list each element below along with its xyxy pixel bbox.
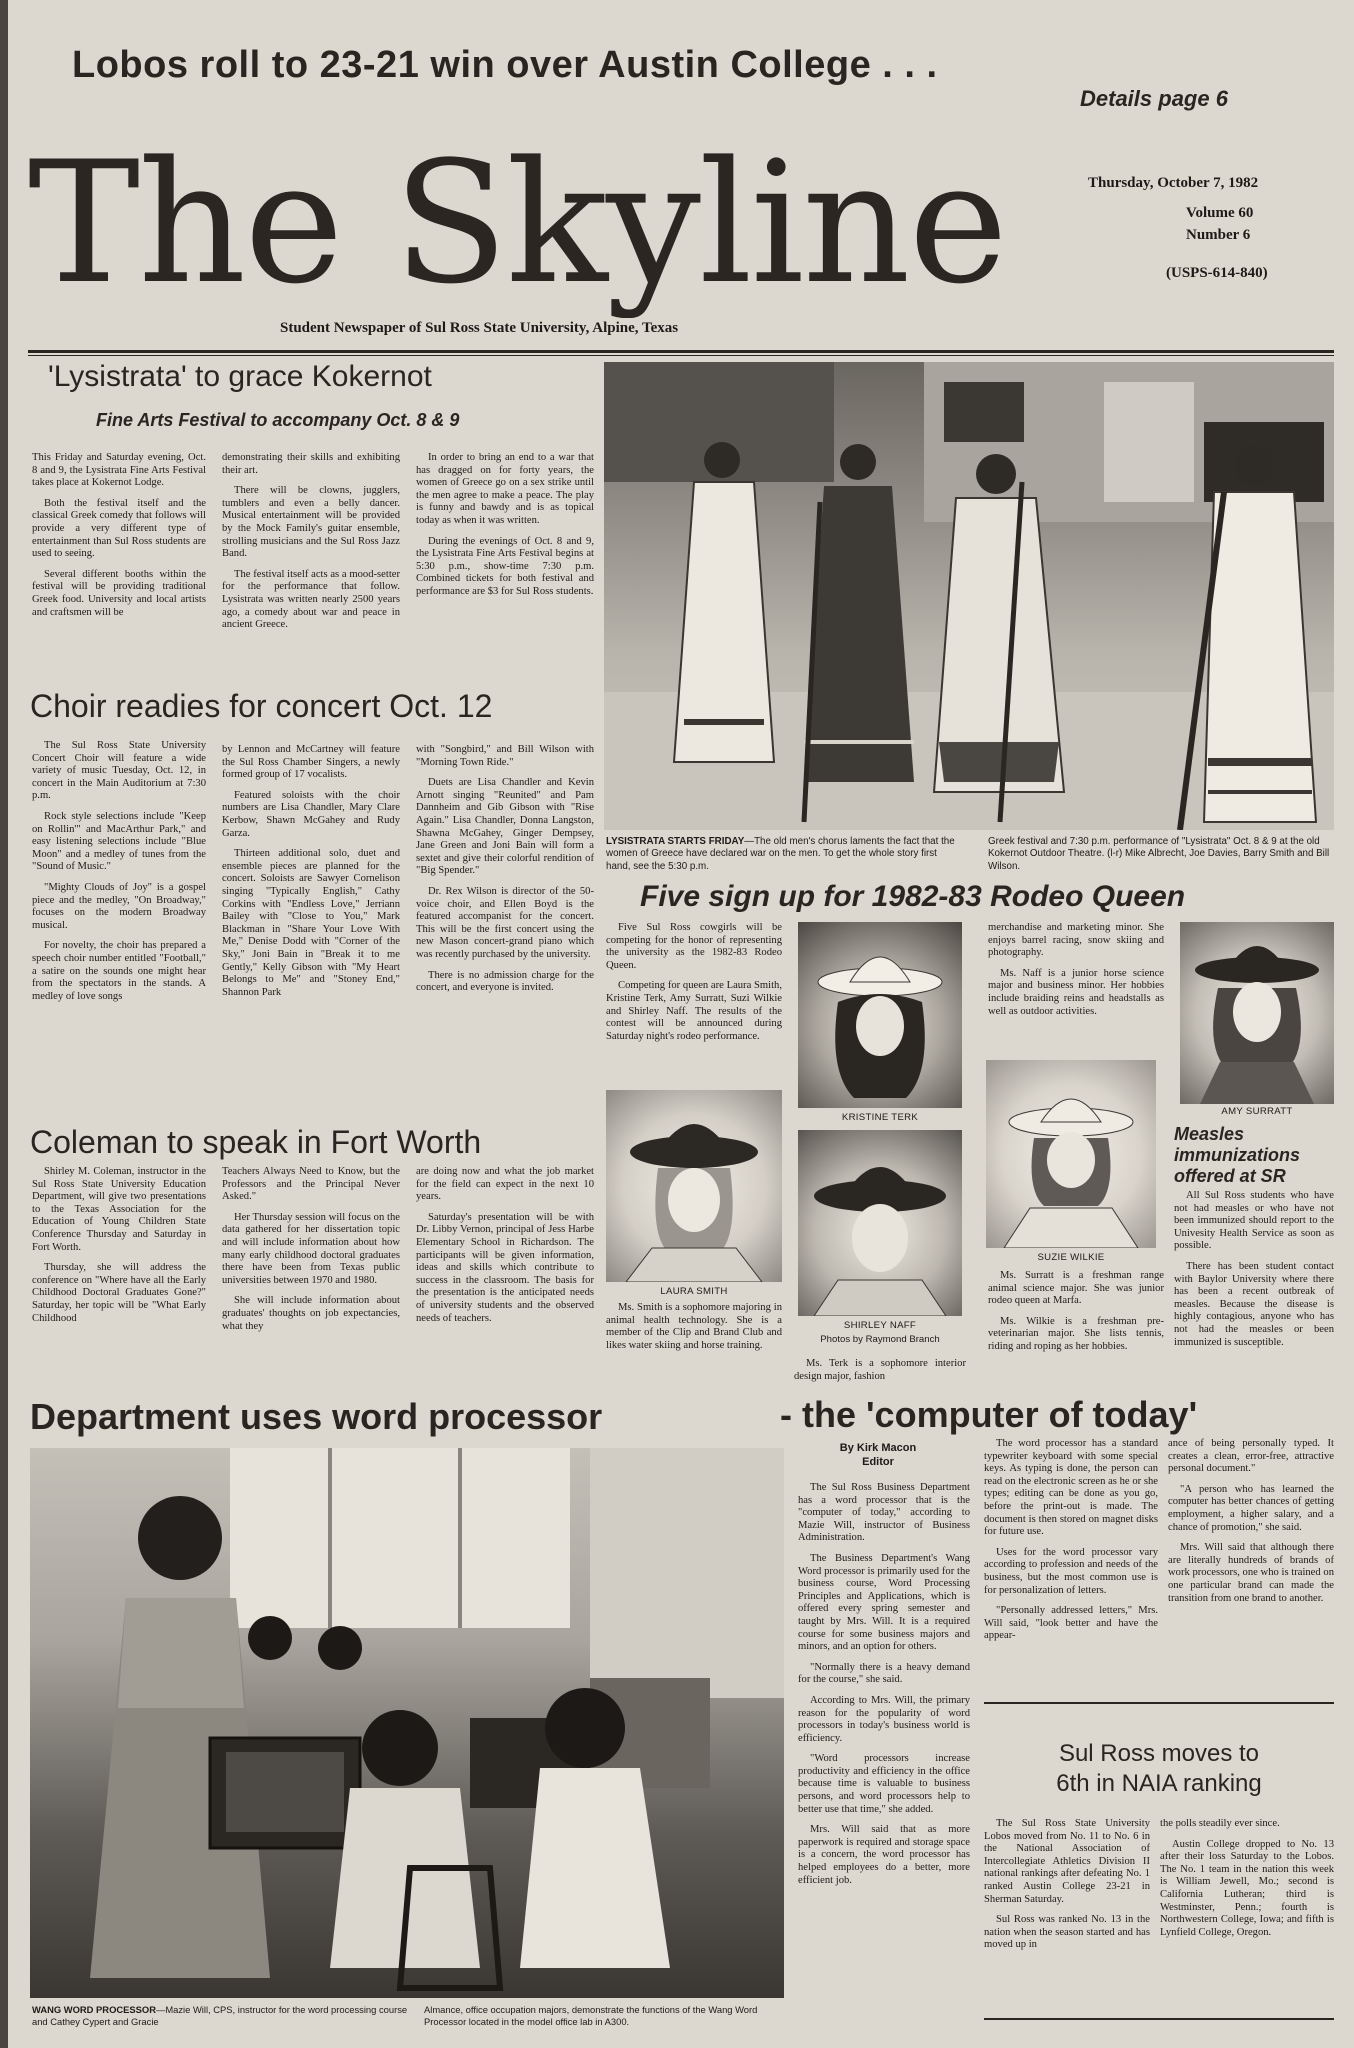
paragraph: In order to bring an end to a war that has dragged on for forty years, the women of Greece go on a sex strike until the men agree to make a peace. The play is funny and bawdy and is as topical today as when it was written.: [416, 452, 594, 526]
paragraph: The Sul Ross State University Concert Choir will feature a wide variety of music Tuesday, Oct. 12, in concert in the Main Auditorium at 7:30 p.m.: [32, 740, 206, 802]
word-processor-caption-right: Almance, office occupation majors, demonstrate the functions of the Wang Word Processor located in the model office lab in A300.: [424, 2004, 758, 2027]
lysistrata-col-3: [416, 452, 594, 670]
lysistrata-caption-right: Greek festival and 7:30 p.m. performance of "Lysistrata" Oct. 8 & 9 at the old Kokernot Outdoor Theatre. (l-r) Mike Albrecht, Joe Davies, Barry Smith and Bill Wilson.: [988, 836, 1330, 872]
masthead-volume: Volume 60: [1186, 205, 1254, 221]
lysistrata-caption-left: [606, 836, 962, 873]
naia-bottom-rule: [984, 2018, 1334, 2020]
paragraph: Thursday, she will address the conference on "Where have all the Early Childhood Doctoral Graduates Gone?" Saturday, her topic will be "What Early Childhood: [32, 1262, 206, 1324]
paragraph: The Business Department's Wang Word processor is primarily used for the business course, Word Processing Principles and Applications, which is offered every spring semester and taught by Mrs. Will. It is a required course for some business majors and minors, and an option for others.: [798, 1552, 970, 1653]
paragraph: Teachers Always Need to Know, but the Professors and the Principal Never Asked.": [222, 1166, 400, 1203]
word-processor-byline-role: Editor: [862, 1456, 894, 1468]
paragraph: Shirley M. Coleman, instructor in the Sul Ross State University Education Department, will give two presentations to the Texas Association for the Education of Young Children State Conference Thursday and Saturday in Fort Worth.: [32, 1166, 206, 1253]
portrait-art: [606, 1090, 782, 1282]
paragraph: She will include information about graduates' thoughts on job expectancies, what they: [222, 1295, 400, 1332]
paragraph: ance of being personally typed. It creates a clean, error-free, attractive personal document.": [1168, 1438, 1334, 1475]
paragraph: During the evenings of Oct. 8 and 9, the Lysistrata Fine Arts Festival begins at 5:30 p.m., show-time 7:30 p.m. Combined tickets for both festival and performance are $3 for Sul Ross students.: [416, 535, 594, 597]
paragraph: There will be clowns, jugglers, tumblers and even a belly dancer. Musical entertainment will be provided by the Mock Family's guitar ensemble, strolling musicians and the Sul Ross Jazz Band.: [222, 485, 400, 560]
caption-text: —Mazie Will, CPS, instructor for the word processing course and Cathey Cypert and Gracie: [32, 2004, 408, 2027]
lysistrata-headline: 'Lysistrata' to grace Kokernot: [48, 360, 432, 393]
banner-headline: Lobos roll to 23-21 win over Austin College . . .: [72, 44, 938, 86]
paragraph: by Lennon and McCartney will feature the Sul Ross Chamber Singers, a newly formed group of 17 vocalists.: [222, 744, 400, 781]
paragraph: According to Mrs. Will, the primary reason for the popularity of word processors in today's business world is efficiency.: [798, 1694, 970, 1744]
paragraph: Rock style selections include "Keep on Rollin'" and MacArthur Park," and easy listening selections include "Blue Moon" and a medley of tunes from the "Sound of Music.": [32, 810, 206, 873]
newspaper-page: [8, 0, 1354, 2048]
name-suzie-wilkie: SUZIE WILKIE: [1037, 1252, 1105, 1263]
word-processor-photo-art: [30, 1448, 784, 1998]
paragraph: Both the festival itself and the classical Greek comedy that follows will provide a very different type of entertainment than Sul Ross students are used to seeing.: [32, 497, 206, 560]
paragraph: Five Sul Ross cowgirls will be competing for the honor of representing the university as the 1982-83 Rodeo Queen.: [606, 922, 782, 971]
paragraph: the polls steadily ever since.: [1160, 1818, 1280, 1829]
lysistrata-subhead: Fine Arts Festival to accompany Oct. 8 & 9: [96, 410, 460, 430]
paragraph: Ms. Smith is a sophomore majoring in animal health technology. She is a member of the Clip and Brand Club and likes water skiing and horse training.: [606, 1302, 782, 1351]
paragraph: Competing for queen are Laura Smith, Kristine Terk, Amy Surratt, Suzi Wilkie and Shirley Naff. The results of the contest will be announced during Saturday night's rodeo performance.: [606, 980, 782, 1042]
photo-kristine-terk: [798, 922, 962, 1108]
paragraph: Ms. Terk is a sophomore interior design major, fashion: [794, 1358, 966, 1382]
paragraph: Austin College dropped to No. 13 after their loss Saturday to the Lobos. The No. 1 team in the nation this week is William Jewell, Mo.; second is California Lutheran; third is Westminster, Penn.; fourth is Northwestern College, Iowa; and fifth is Lynfield College, Oregon.: [1160, 1838, 1334, 1938]
lysistrata-photo: [604, 362, 1334, 830]
photo-suzie-wilkie: [986, 1060, 1156, 1248]
photo-laura-smith: [606, 1090, 782, 1282]
paragraph: Duets are Lisa Chandler and Kevin Arnott singing "Reunited" and Pam Dannheim and Gib Gibson with "Rise Again." Lisa Chandler, Donna Langston, Shawna McGahey, Ginger Dempsey, Jane Green and Joni Bain will form a sextet and give their colorful rendition of "Big Spender.": [416, 777, 594, 877]
choir-col-3: [416, 744, 594, 1128]
word-processor-byline: By Kirk Macon: [839, 1442, 917, 1454]
paragraph: The word processor has a standard typewriter keyboard with some special keys. As typing is done, the person can read on the electronic screen as he or she types; editing can be done as you go, before the print-out is made. The document is then stored on magnet disks for future use.: [984, 1438, 1158, 1538]
name-shirley-naff: SHIRLEY NAFF: [843, 1320, 917, 1331]
paragraph: "Mighty Clouds of Joy" is a gospel piece and the medley, "On Broadway," focuses on the modern Broadway musical.: [32, 881, 206, 931]
word-processor-col-2: [984, 1438, 1158, 1690]
caption-text: —The old men's chorus laments the fact that the women of Greece have declared war on the men. To get the whole story first hand, see the 5:30 p.m.: [606, 836, 955, 872]
masthead-rule-thin: [28, 355, 1334, 356]
name-laura-smith: LAURA SMITH: [660, 1286, 728, 1297]
paragraph: "Normally there is a heavy demand for the course," she said.: [798, 1661, 970, 1686]
lysistrata-col-2: [222, 452, 400, 670]
word-processor-photo: [30, 1448, 784, 1998]
paragraph: Uses for the word processor vary according to profession and needs of the business, but the most common use is for personalization of letters.: [984, 1546, 1158, 1596]
photo-credit: Photos by Raymond Branch: [820, 1334, 940, 1345]
paragraph: The Sul Ross Business Department has a word processor that is the "computer of today," according to Mazie Will, instructor of Business Administration.: [798, 1482, 970, 1544]
photo-amy-surratt: [1180, 922, 1334, 1104]
naia-col-1: [984, 1818, 1150, 2014]
masthead-tagline: Student Newspaper of Sul Ross State University, Alpine, Texas: [280, 320, 679, 336]
choir-col-2: [222, 744, 400, 1128]
naia-top-rule: [984, 1702, 1334, 1704]
word-processor-headline-left: Department uses word processor: [30, 1396, 603, 1437]
coleman-col-1: [32, 1166, 206, 1398]
name-kristine-terk: KRISTINE TERK: [841, 1112, 919, 1123]
naia-col-2: [1160, 1818, 1334, 2014]
masthead-usps: (USPS-614-840): [1166, 265, 1268, 281]
paragraph: "Word processors increase productivity and efficiency in the office because time is valuable to business persons, and word processors help to better use that time," she added.: [798, 1753, 970, 1815]
paragraph: demonstrating their skills and exhibiting their art.: [222, 452, 400, 476]
paragraph: Ms. Wilkie is a freshman pre-veterinarian major. She lists tennis, riding and roping as her hobbies.: [988, 1315, 1164, 1352]
paragraph: Thirteen additional solo, duet and ensemble pieces are planned for the concert. Soloists are Sawyer Cornelison singing "Typically English," Cathy Corkins with "Endless Love," Jerriann Bailey with "Close to You," Mark Blackman in "Share Your Love With Me," Denise Dodd with "Corner of the Sky," Joni Bain in "Break it to me Gently," Kelly Gibson with "My Heart Belongs to Me" and "Stoney End," Shannon Park: [222, 848, 400, 998]
coleman-col-3: [416, 1166, 594, 1398]
coleman-headline: Coleman to speak in Fort Worth: [30, 1124, 482, 1160]
paragraph: There is no admission charge for the concert, and everyone is invited.: [416, 969, 594, 994]
masthead-title: The Skyline: [28, 128, 1006, 318]
rodeo-col-1: [606, 922, 782, 1086]
paragraph: All Sul Ross students who have not had measles or who have not been immunized should report to the Univesity Health Service as soon as possible.: [1174, 1190, 1334, 1252]
lysistrata-col-1: [32, 452, 206, 670]
paragraph: with "Songbird," and Bill Wilson with "Morning Town Ride.": [416, 744, 594, 768]
paragraph: merchandise and marketing minor. She enjoys barrel racing, snow skiing and photography.: [988, 922, 1164, 959]
portrait-art: [1180, 922, 1334, 1104]
paragraph: For novelty, the choir has prepared a speech choir number entitled "Football," a satire on the sounds one might hear from the spectators in the stands. A medley of love songs: [32, 940, 206, 1002]
masthead-date: Thursday, October 7, 1982: [1088, 175, 1259, 191]
paragraph: "Personally addressed letters," Mrs. Will said, "look better and have the appear-: [984, 1605, 1158, 1642]
paragraph: The festival itself acts as a mood-setter for the performance that follow. Lysistrata was written nearly 2500 years ago, a comedy about war and peace in ancient Greece.: [222, 568, 400, 631]
paragraph: Featured soloists with the choir numbers are Lisa Chandler, Mary Clare Kerbow, Shawn McGahey and Rudy Garza.: [222, 789, 400, 839]
naia-headline-line-2: 6th in NAIA ranking: [1056, 1770, 1262, 1797]
portrait-art: [798, 1130, 962, 1316]
paragraph: Ms. Naff is a junior horse science major and business minor. Her hobbies include braiding reins and headstalls as well as outdoor activities.: [988, 967, 1164, 1017]
paragraph: There has been student contact with Baylor University where there has been a recent outbreak of measles. Because the disease is highly contagious, anyone who has not had the measles or been immunized is susceptible.: [1174, 1260, 1334, 1348]
caption-lead: WANG WORD PROCESSOR: [32, 2004, 156, 2015]
paragraph: Her Thursday session will focus on the data gathered for her dissertation topic and will include information about how many early childhood doctoral graduates there have been from Texas public universities between 1970 and 1980.: [222, 1211, 400, 1286]
lysistrata-photo-art: [604, 362, 1334, 830]
banner-details: Details page 6: [1080, 86, 1228, 111]
rodeo-headline: Five sign up for 1982-83 Rodeo Queen: [640, 880, 1186, 913]
measles-headline: Measles immunizations offered at SR: [1174, 1124, 1301, 1186]
word-processor-col-3: [1168, 1438, 1334, 1690]
word-processor-caption-left: [32, 2004, 410, 2028]
masthead-rule: [28, 350, 1334, 353]
caption-lead: LYSISTRATA STARTS FRIDAY: [606, 836, 745, 847]
rodeo-col-3: [988, 1270, 1164, 1390]
paragraph: are doing now and what the job market for the field can expect in the next 10 years.: [416, 1166, 594, 1203]
coleman-col-2: [222, 1166, 400, 1398]
paragraph: Ms. Surratt is a freshman range animal science major. She was junior rodeo queen at Marfa.: [988, 1270, 1164, 1307]
word-processor-col-1: [798, 1482, 970, 2030]
portrait-art: [798, 922, 962, 1108]
paragraph: "A person who has learned the computer has better chances of getting employment, a higher salary, and a chance of promotion," she said.: [1168, 1483, 1334, 1533]
paragraph: Mrs. Will said that although there are literally hundreds of brands of work processors, one who is trained on one particular brand can made the transition from one brand to another.: [1168, 1542, 1334, 1604]
paragraph: This Friday and Saturday evening, Oct. 8 and 9, the Lysistrata Fine Arts Festival takes place at Kokernot Lodge.: [32, 452, 206, 489]
paragraph: Saturday's presentation will be with Dr. Libby Vernon, principal of Jess Harbe Elementary School in Richardson. The participants will be given information, ideas and skills which contribute to success in the classroom. The basis for the presentation is the anticipated needs of university students and the observed needs of teachers.: [416, 1211, 594, 1324]
rodeo-smith-text: [606, 1302, 782, 1390]
measles-body: [1174, 1190, 1334, 1390]
paragraph: Several different booths within the festival will be providing traditional Greek food. University and local artists and craftsmen will be: [32, 568, 206, 618]
naia-headline-line-1: Sul Ross moves to: [1058, 1740, 1260, 1767]
paragraph: The Sul Ross State University Lobos moved from No. 11 to No. 6 in the National Association of Intercollegiate Athletics Division II national rankings after defeating No. 1 ranked Austin College 23-21 in Sherman Saturday.: [984, 1818, 1150, 1905]
photo-shirley-naff: [798, 1130, 962, 1316]
name-amy-surratt: AMY SURRATT: [1221, 1106, 1293, 1117]
paragraph: Dr. Rex Wilson is director of the 50-voice choir, and Ellen Boyd is the featured accompanist for the concert. This will be the first concert using the new Mason concert-grand piano which was recently purchased by the university.: [416, 885, 594, 960]
paragraph: Sul Ross was ranked No. 13 in the nation when the season started and has moved up in: [984, 1914, 1150, 1951]
portrait-art: [986, 1060, 1156, 1248]
choir-col-1: [32, 740, 206, 1128]
word-processor-headline-right: - the 'computer of today': [780, 1394, 1198, 1435]
choir-headline: Choir readies for concert Oct. 12: [30, 688, 493, 724]
rodeo-terk-text: [794, 1358, 966, 1390]
masthead-number: Number 6: [1186, 227, 1251, 243]
paragraph: Mrs. Will said that as more paperwork is required and storage space is a concern, the word processor has helped employees do a better, more efficient job.: [798, 1824, 970, 1886]
